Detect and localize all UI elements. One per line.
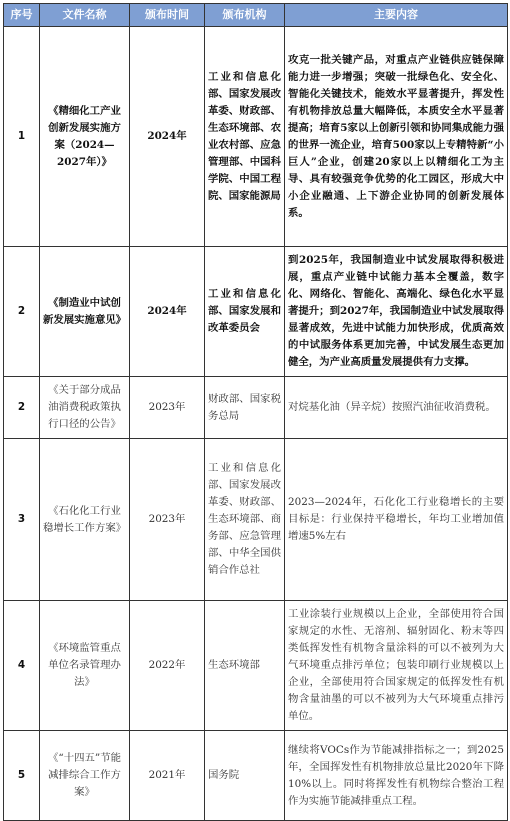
issue-date-cell: 2022年 <box>130 601 205 731</box>
main-content-cell: 2023—2024年，石化化工行业稳增长的主要目标是：行业保持平稳增长，年均工业增加值增速5%左右 <box>285 439 508 601</box>
issuing-agency-cell: 生态环境部 <box>205 601 285 731</box>
document-name-cell: 《“十四五”节能减排综合工作方案》 <box>40 731 130 821</box>
main-content-cell: 到2025年，我国制造业中试发展取得积极进展，重点产业链中试能力基本全覆盖，数字化、网络化、智能化、高端化、绿色化水平显著提升；到2027年，我国制造业中试发展取得显著成效，先进中试能力加快形成，优质高效的中试服务体系更加完善，中试发展生态更加健全，为产业高质量发展提供有力支撑。 <box>285 247 508 377</box>
issuing-agency-cell: 工业和信息化部、国家发展改革委、财政部、生态环境部、农业农村部、应急管理部、中国科学院、中国工程院、国家能源局 <box>205 27 285 247</box>
policy-table <box>3 3 508 821</box>
issuing-agency-cell: 国务院 <box>205 731 285 821</box>
table-row <box>4 601 508 731</box>
serial-number-cell: 2 <box>4 377 40 439</box>
serial-number-cell: 1 <box>4 27 40 247</box>
table-row <box>4 377 508 439</box>
table-row <box>4 731 508 821</box>
serial-number-cell: 2 <box>4 247 40 377</box>
issue-date-cell: 2023年 <box>130 377 205 439</box>
header-serial-number: 序号 <box>4 4 40 27</box>
issuing-agency-cell: 工业和信息化部、国家发展和改革委员会 <box>205 247 285 377</box>
main-content-cell: 继续将VOCs作为节能减排指标之一；到2025年，全国挥发性有机物排放总量比2020年下降10%以上。同时将挥发性有机物综合整治工程作为实施节能减排重点工程。 <box>285 731 508 821</box>
issue-date-cell: 2023年 <box>130 439 205 601</box>
header-issue-date: 颁布时间 <box>130 4 205 27</box>
document-name-cell: 《环境监管重点单位名录管理办法》 <box>40 601 130 731</box>
document-name-cell: 《精细化工产业创新发展实施方案（2024—2027年）》 <box>40 27 130 247</box>
header-main-content: 主要内容 <box>285 4 508 27</box>
issuing-agency-cell: 工业和信息化部、国家发展改革委、财政部、生态环境部、商务部、应急管理部、中华全国供销合作总社 <box>205 439 285 601</box>
table-header <box>4 4 508 27</box>
table-row <box>4 27 508 247</box>
serial-number-cell: 3 <box>4 439 40 601</box>
table-row <box>4 247 508 377</box>
serial-number-cell: 4 <box>4 601 40 731</box>
header-row <box>4 4 508 27</box>
main-content-cell: 攻克一批关键产品，对重点产业链供应链保障能力进一步增强；突破一批绿色化、安全化、智能化关键技术，能效水平显著提升，挥发性有机物排放总量大幅降低，本质安全水平显著提高；培育5家以上创新引领和协同集成能力强的世界一流企业，培育500家以上专精特新“小巨人”企业，创建20家以上以精细化工为主导、具有较强竞争优势的化工园区，形成大中小企业融通、上下游企业协同的创新发展体系。 <box>285 27 508 247</box>
table-row <box>4 439 508 601</box>
header-issuing-agency: 颁布机构 <box>205 4 285 27</box>
document-name-cell: 《关于部分成品油消费税政策执行口径的公告》 <box>40 377 130 439</box>
header-document-name: 文件名称 <box>40 4 130 27</box>
issue-date-cell: 2021年 <box>130 731 205 821</box>
main-content-cell: 工业涂装行业规模以上企业，全部使用符合国家规定的水性、无溶剂、辐射固化、粉末等四类低挥发性有机物含量涂料的可以不被列为大气环境重点排污单位；包装印刷行业规模以上企业，全部使用符合国家规定的低挥发性有机物含量油墨的可以不被列为大气环境重点排污单位。 <box>285 601 508 731</box>
main-content-cell: 对烷基化油（异辛烷）按照汽油征收消费税。 <box>285 377 508 439</box>
document-name-cell: 《石化化工行业稳增长工作方案》 <box>40 439 130 601</box>
issue-date-cell: 2024年 <box>130 247 205 377</box>
serial-number-cell: 5 <box>4 731 40 821</box>
issuing-agency-cell: 财政部、国家税务总局 <box>205 377 285 439</box>
issue-date-cell: 2024年 <box>130 27 205 247</box>
document-name-cell: 《制造业中试创新发展实施意见》 <box>40 247 130 377</box>
table-body <box>4 27 508 821</box>
